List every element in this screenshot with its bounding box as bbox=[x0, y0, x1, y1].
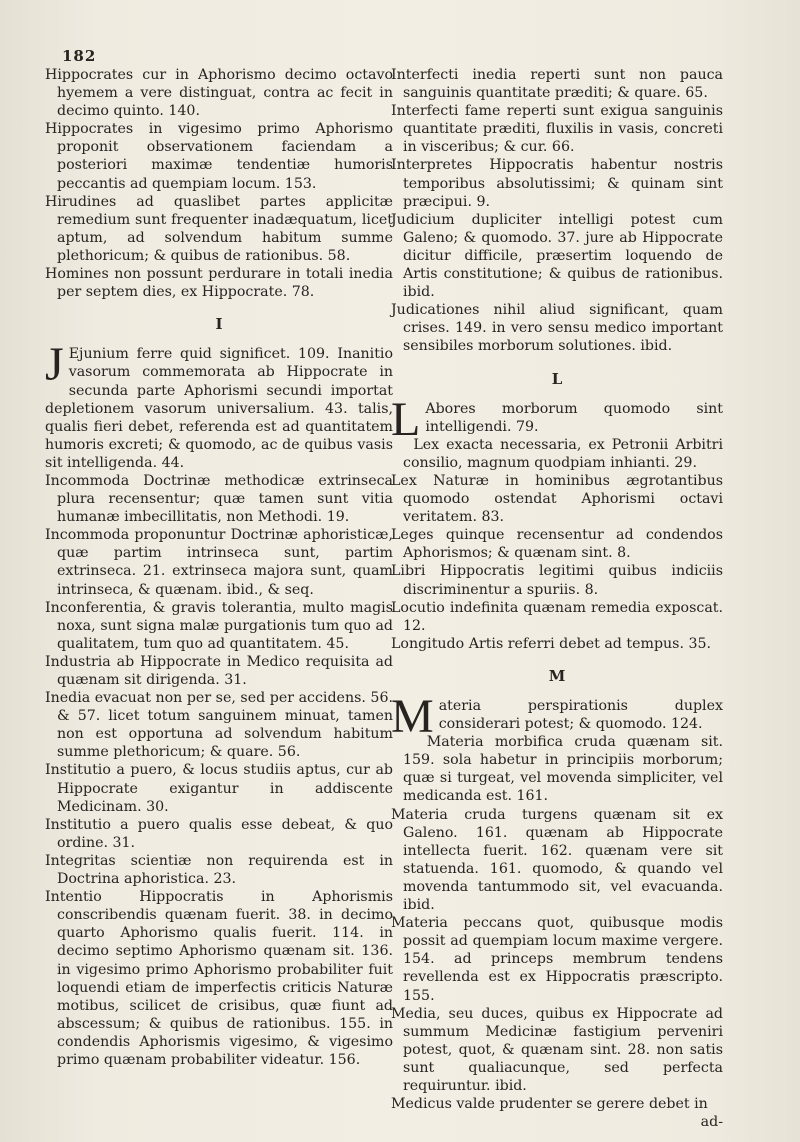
section-l-first-entry bbox=[391, 392, 723, 446]
index-entry: Materia cruda turgens quænam sit ex Galeno. 161. quænam ab Hippocrate intellecta fuerit. 162. quænam vere sit statuenda. 161. quomodo, & quando vel movenda tantummodo sit, vel evacuanda. ibid. bbox=[391, 806, 723, 914]
index-entry: Inedia evacuat non per se, sed per accidens. 56. & 57. licet totum sanguinem minuat, tamen non est opportuna ad solvendum habitum summe plethoricum; & quare. 56. bbox=[45, 690, 393, 761]
page-number: 182 bbox=[62, 47, 97, 65]
section-i-first-entry bbox=[45, 338, 393, 472]
index-entry: ateria perspirationis duplex considerari potest; & quomodo. 124. bbox=[438, 698, 723, 733]
index-entry: Interpretes Hippocratis habentur nostris temporibus absolutissimi; & quinam sint præcipui. 9. bbox=[391, 157, 723, 210]
index-entry: Ejunium ferre quid significet. 109. Inanitio vasorum commemorata ab Hippocrate in secunda parte Aphorismi secundi importat depletionem vasorum universalium. 43. talis, qualis fieri debet, referenda est ad quantitatem humoris excreti; & quomodo, ac de quibus vasis sit intelligenda. 44. bbox=[45, 346, 393, 471]
index-entry: Industria ab Hippocrate in Medico requisita ad quænam sit dirigenda. 31. bbox=[45, 653, 393, 688]
index-entry: Institutio a puero qualis esse debeat, & quo ordine. 31. bbox=[45, 816, 393, 851]
index-entry: Homines non possunt perdurare in totali inedia per septem dies, ex Hippocrate. 78. bbox=[45, 266, 393, 301]
catchword: ad- bbox=[700, 1114, 723, 1131]
index-entry: Libri Hippocratis legitimi quibus indiciis discriminentur a spuriis. 8. bbox=[391, 563, 723, 598]
index-entry: Lex Naturæ in hominibus ægrotantibus quomodo ostendat Aphorismi octavi veritatem. 83. bbox=[391, 472, 723, 526]
section-heading-l: L bbox=[551, 369, 563, 388]
index-entry: Hippocrates cur in Aphorismo decimo octavo hyemem a vere distinguat, contra ac fecit in decimo quinto. 140. bbox=[45, 67, 393, 120]
index-entry: Materia peccans quot, quibusque modis possit ad quempiam locum maxime vergere. 154. ad princeps membrum tendens revellenda est ex Hippocratis præscripto. 155. bbox=[391, 915, 723, 1004]
index-entry: Incommoda proponuntur Doctrinæ aphoristicæ, quæ partim intrinseca sunt, partim extrinseca. 21. extrinseca majora sunt, quam intrinseca, & quænam. ibid., & seq. bbox=[45, 527, 393, 598]
index-entry: Abores morborum quomodo sint intelligendi. 79. bbox=[425, 400, 723, 435]
index-entry: Inconferentia, & gravis tolerantia, multo magis noxa, sunt signa malæ purgationis tum quo ad qualitatem, tum quo ad quantitatem. 45. bbox=[45, 599, 393, 652]
drop-cap: J bbox=[45, 338, 64, 392]
index-entry: Locutio indefinita quænam remedia exposcat. 12. bbox=[391, 599, 723, 634]
index-entry: Integritas scientiæ non requirenda est in Doctrina aphoristica. 23. bbox=[45, 852, 393, 888]
index-entry: Interfecti fame reperti sunt exigua sanguinis quantitate præditi, fluxilis in vasis, concreti in visceribus; & cur. 66. bbox=[391, 103, 723, 156]
index-entry: Medicus valde prudenter se gerere debet in bbox=[391, 1096, 708, 1113]
section-m-first-entry bbox=[391, 690, 723, 743]
index-entry: Leges quinque recensentur ad condendos Aphorismos; & quænam sint. 8. bbox=[391, 527, 723, 562]
drop-cap: L bbox=[391, 392, 421, 446]
index-entry: Intentio Hippocratis in Aphorismis conscribendis quænam fuerit. 38. in decimo quarto Aphorismo qualis fuerit. 114. in decimo septimo Aphorismo quænam sit. 136. in vigesimo primo Aphorismo probabiliter fuit loquendi etiam de imperfectis criticis Naturæ motibus, scilicet de crisibus, quæ fiunt ad abscessum; & quibus de rationibus. 155. in condendis Aphorismis vigesimo, & vigesimo primo quænam probabiliter videatur. 156. bbox=[45, 889, 393, 1068]
index-entry: Media, seu duces, quibus ex Hippocrate ad summum Medicinæ fastigium perveniri potest, quot, & quænam sint. 28. non satis sunt qualiacunque, sed perfecta requiruntur. ibid. bbox=[391, 1005, 723, 1094]
index-entry: Judicationes nihil aliud significant, quam crises. 149. in vero sensu medico important sensibiles morborum solutiones. ibid. bbox=[391, 302, 723, 355]
index-entry: Lex exacta necessaria, ex Petronii Arbitri consilio, magnum quodpiam inhianti. 29. bbox=[403, 436, 723, 471]
index-entry: Institutio a puero, & locus studiis aptus, cur ab Hippocrate exigantur in addiscente Medicinam. 30. bbox=[45, 762, 393, 815]
drop-cap: M bbox=[391, 690, 434, 743]
index-entry: Longitudo Artis referri debet ad tempus. 35. bbox=[391, 635, 712, 652]
right-column bbox=[391, 66, 723, 1131]
section-heading-i: I bbox=[215, 315, 223, 334]
left-column bbox=[45, 66, 393, 1069]
index-entry: Hirudines ad quaslibet partes applicitæ remedium sunt frequenter inadæquatum, licet aptum, ad solvendum habitum summe plethoricum; & quibus de rationibus. 58. bbox=[45, 193, 393, 264]
index-entry: Materia morbifica cruda quænam sit. 159. sola habetur in principiis morborum; quæ si turgeat, vel movenda simpliciter, vel medicanda est. 161. bbox=[403, 734, 723, 805]
index-entry: Judicium dupliciter intelligi potest cum Galeno; & quomodo. 37. jure ab Hippocrate dicitur difficile, præsertim loquendo de Artis constitutione; & quibus de rationibus. ibid. bbox=[391, 211, 723, 301]
index-entry: Incommoda Doctrinæ methodicæ extrinseca plura recensentur; quæ tamen sunt vitia humanæ imbecillitatis, non Methodi. 19. bbox=[45, 472, 393, 526]
section-heading-m: M bbox=[548, 666, 566, 685]
index-entry: Interfecti inedia reperti sunt non pauca sanguinis quantitate præditi; & quare. 65. bbox=[391, 67, 723, 102]
index-entry: Hippocrates in vigesimo primo Aphorismo proponit observationem faciendam a posteriori maximæ tendentiæ humoris peccantis ad quempiam locum. 153. bbox=[45, 121, 393, 192]
